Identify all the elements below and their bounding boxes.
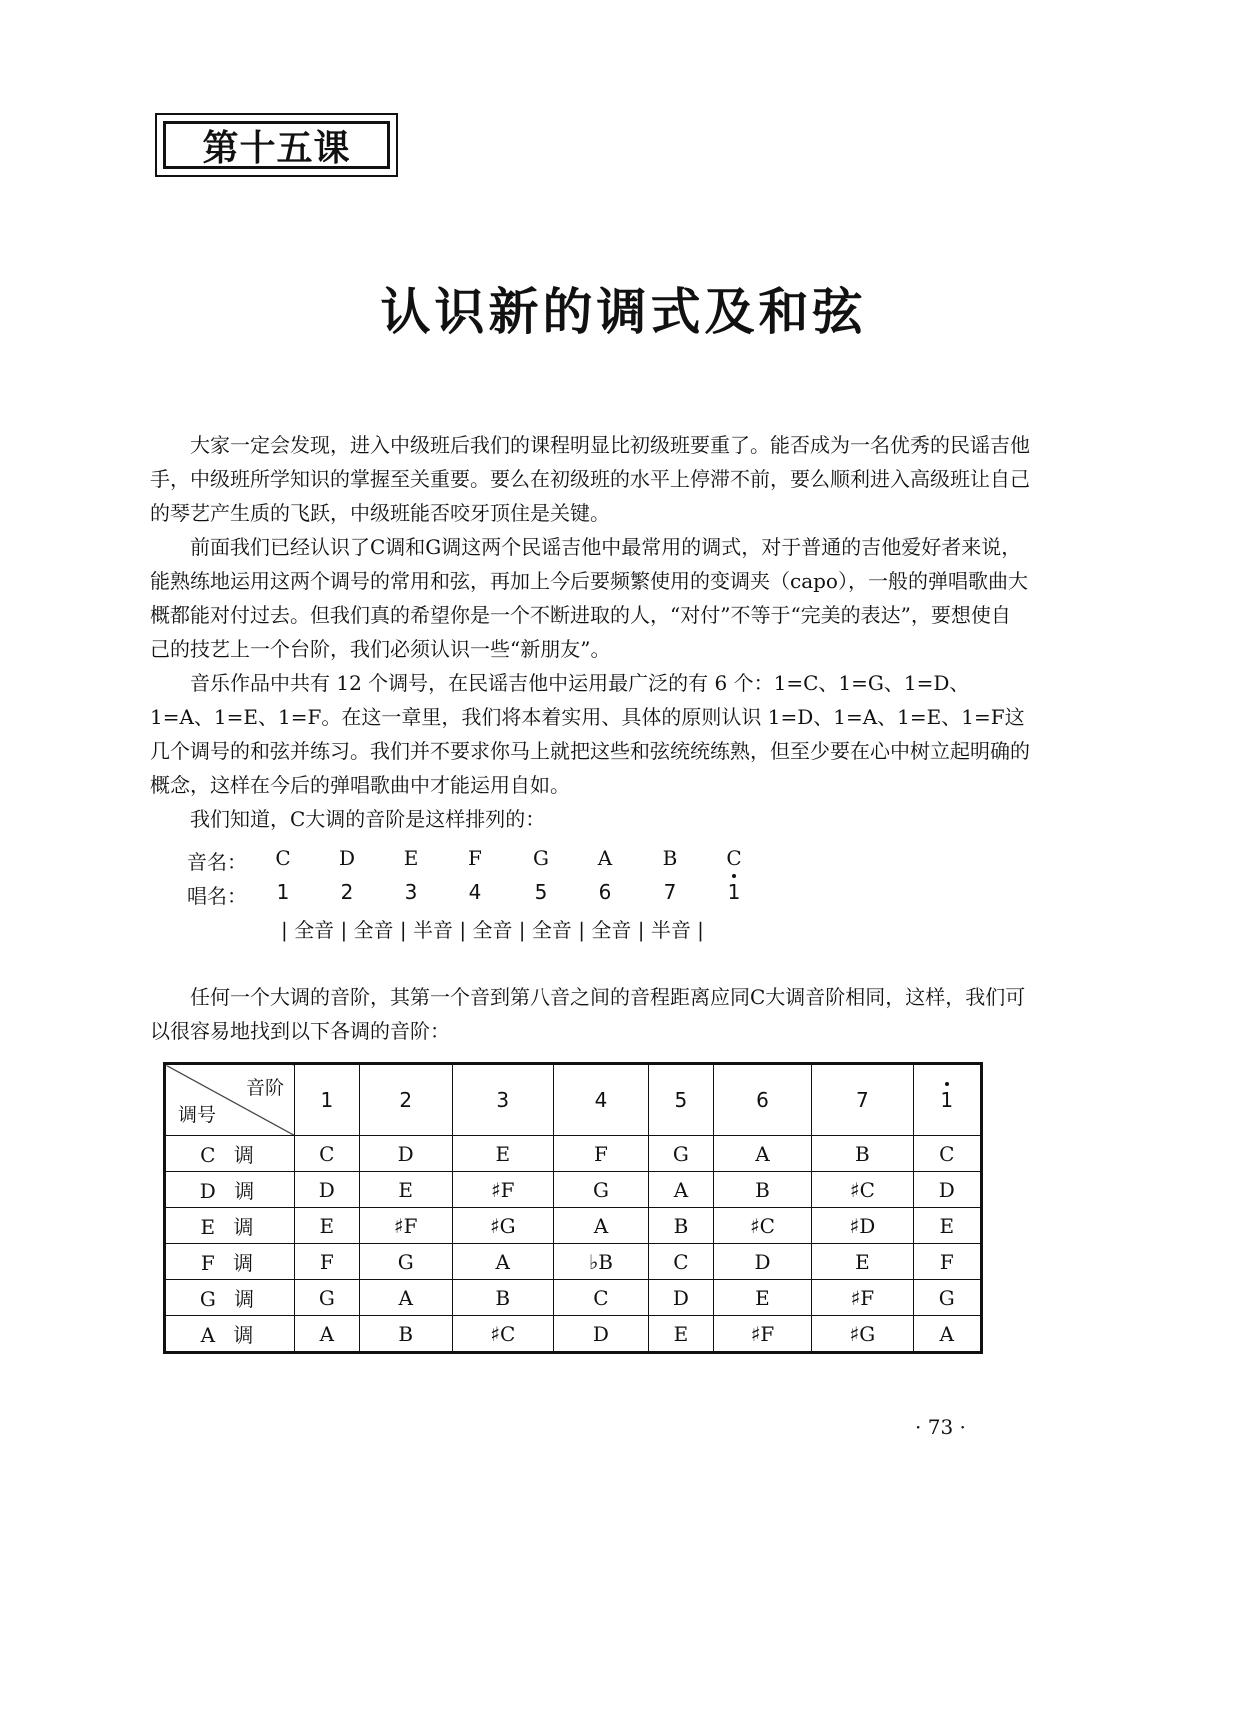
note-cell: E (913, 1208, 981, 1244)
lesson-label: 第十五课 (163, 121, 390, 169)
note-cell: C (553, 1280, 648, 1316)
scale-degree: 1 (276, 880, 290, 904)
table-header-cell (913, 1064, 981, 1136)
note-cell: B (812, 1136, 913, 1172)
lesson-label-box (155, 113, 398, 177)
scale-degree: 2 (340, 880, 354, 904)
key-name-cell: F 调 (165, 1244, 295, 1280)
note-cell: E (713, 1280, 812, 1316)
note-cell: ♭B (553, 1244, 648, 1280)
note-cell: C (913, 1136, 981, 1172)
table-header-cell: 2 (359, 1064, 452, 1136)
note-name: G (533, 846, 549, 870)
note-cell: G (553, 1172, 648, 1208)
note-cell: A (295, 1316, 360, 1353)
table-row (165, 1136, 982, 1172)
note-name-label: 音名： (187, 850, 247, 874)
note-cell: ♯F (713, 1316, 812, 1353)
note-name: E (403, 846, 419, 870)
note-cell: A (649, 1172, 714, 1208)
interval-steps: | 全音 | 全音 | 半音 | 全音 | 全音 | 全音 | 半音 | (281, 918, 704, 942)
note-cell: E (649, 1316, 714, 1353)
page-number: · 73 · (915, 1415, 966, 1439)
scale-degree: 4 (468, 880, 482, 904)
note-cell: ♯G (452, 1208, 553, 1244)
scale-degree: 5 (534, 880, 548, 904)
key-name-cell: C 调 (165, 1136, 295, 1172)
key-scale-table (163, 1062, 983, 1354)
closing-text (150, 980, 1030, 1048)
note-cell: E (359, 1172, 452, 1208)
key-name-cell: A 调 (165, 1316, 295, 1353)
chapter-title: 认识新的调式及和弦 (380, 282, 867, 341)
note-cell: A (713, 1136, 812, 1172)
solfege-label: 唱名： (187, 884, 247, 908)
note-cell: B (359, 1316, 452, 1353)
table-header-cell: 1 (295, 1064, 360, 1136)
key-name-cell: G 调 (165, 1280, 295, 1316)
scale-degree: 3 (404, 880, 418, 904)
table-row (165, 1280, 982, 1316)
note-cell: G (295, 1280, 360, 1316)
table-body (165, 1136, 982, 1353)
note-cell: B (649, 1208, 714, 1244)
paragraph: 我们知道，C大调的音阶是这样排列的： (190, 807, 546, 831)
corner-scale-label: 音阶 (245, 1077, 284, 1099)
note-cell: C (649, 1244, 714, 1280)
intro-text (150, 428, 1030, 836)
note-cell: G (913, 1280, 981, 1316)
corner-key-label: 调号 (178, 1104, 217, 1126)
note-cell: B (452, 1280, 553, 1316)
table-header-cell: 5 (649, 1064, 714, 1136)
note-cell: ♯C (452, 1316, 553, 1353)
paragraph: 前面我们已经认识了C调和G调这两个民谣吉他中最常用的调式，对于普通的吉他爱好者来说，能熟练地运用这两个调号的常用和弦，再加上今后要频繁使用的变调夹（capo），一般的弹唱歌曲大概都能对付过去。但我们真的希望你是一个不断进取的人，“对付”不等于“完美的表达”，要想使自己的技艺上一个台阶，我们必须认识一些“新朋友”。 (150, 535, 1028, 661)
table-row (165, 1172, 982, 1208)
note-cell: D (913, 1172, 981, 1208)
note-name: A (597, 846, 613, 870)
note-name: B (662, 846, 678, 870)
note-cell: F (913, 1244, 981, 1280)
table-header-cell: 6 (713, 1064, 812, 1136)
note-cell: D (713, 1244, 812, 1280)
table-header-cell: 3 (452, 1064, 553, 1136)
note-cell: D (359, 1136, 452, 1172)
note-cell: A (452, 1244, 553, 1280)
note-name: F (468, 846, 482, 870)
table-row (165, 1244, 982, 1280)
note-cell: ♯D (812, 1208, 913, 1244)
note-cell: E (452, 1136, 553, 1172)
key-name-cell: E 调 (165, 1208, 295, 1244)
key-name-cell: D 调 (165, 1172, 295, 1208)
note-cell: G (359, 1244, 452, 1280)
note-cell: D (295, 1172, 360, 1208)
note-cell: ♯F (452, 1172, 553, 1208)
note-cell: F (553, 1136, 648, 1172)
scale-degree: 6 (598, 880, 612, 904)
table-row (165, 1316, 982, 1353)
paragraph: 任何一个大调的音阶，其第一个音到第八音之间的音程距离应同C大调音阶相同，这样，我们可以很容易地找到以下各调的音阶： (150, 985, 1026, 1043)
high-octave-degree: 1 (940, 1088, 954, 1112)
note-cell: G (649, 1136, 714, 1172)
note-name: D (338, 846, 356, 870)
table-row (165, 1208, 982, 1244)
table-header-row (165, 1064, 982, 1136)
note-cell: ♯C (713, 1208, 812, 1244)
note-cell: D (553, 1316, 648, 1353)
note-cell: D (649, 1280, 714, 1316)
note-cell: E (812, 1244, 913, 1280)
note-name: C (726, 846, 742, 870)
note-cell: E (295, 1208, 360, 1244)
note-cell: F (295, 1244, 360, 1280)
scale-degree-high (714, 880, 754, 904)
note-name: C (275, 846, 291, 870)
paragraph: 音乐作品中共有 12 个调号，在民谣吉他中运用最广泛的有 6 个：1=C、1=G、1=D、1=A、1=E、1=F。在这一章里，我们将本着实用、具体的原则认识 1=D、1=A、1=E、1=F这几个调号的和弦并练习。我们并不要求你马上就把这些和弦统统练熟，但至少要在心中树立起明确的概念，这样在今后的弹唱歌曲中才能运用自如。 (150, 671, 1030, 797)
note-cell: A (359, 1280, 452, 1316)
note-cell: A (913, 1316, 981, 1353)
note-cell: B (713, 1172, 812, 1208)
paragraph: 大家一定会发现，进入中级班后我们的课程明显比初级班要重了。能否成为一名优秀的民谣吉他手，中级班所学知识的掌握至关重要。要么在初级班的水平上停滞不前，要么顺利进入高级班让自己的琴艺产生质的飞跃，中级班能否咬牙顶住是关键。 (150, 433, 1030, 525)
note-cell: ♯C (812, 1172, 913, 1208)
note-cell: ♯G (812, 1316, 913, 1353)
note-cell: A (553, 1208, 648, 1244)
note-cell: C (295, 1136, 360, 1172)
note-cell: ♯F (359, 1208, 452, 1244)
table-corner-cell (165, 1064, 295, 1136)
scale-degree: 7 (663, 880, 677, 904)
note-cell: ♯F (812, 1280, 913, 1316)
table-header-cell: 4 (553, 1064, 648, 1136)
table-header-cell: 7 (812, 1064, 913, 1136)
high-octave-degree: 1 (727, 880, 741, 904)
